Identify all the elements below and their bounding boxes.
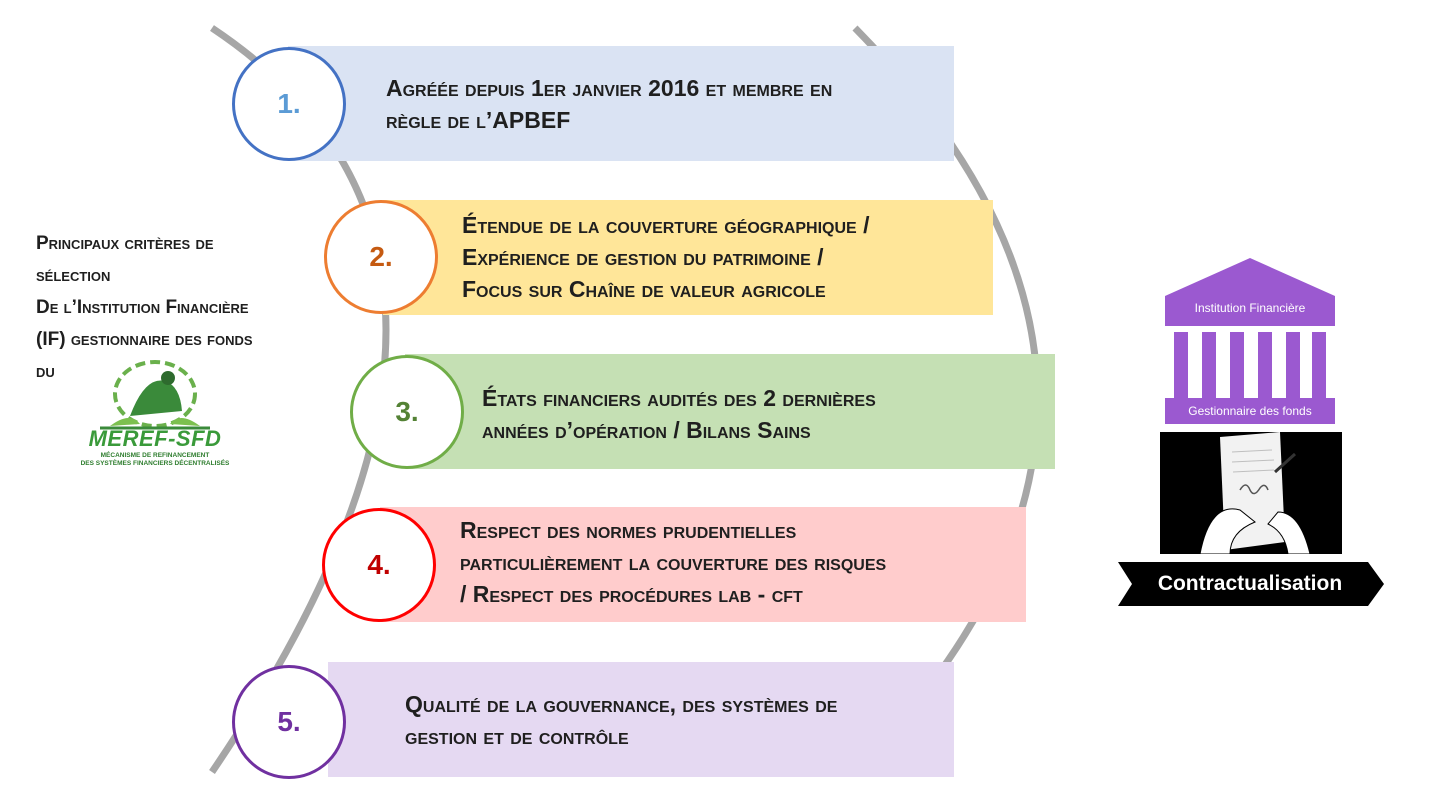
side-title-line5: du — [36, 361, 55, 382]
side-title-line2: sélection — [36, 265, 111, 286]
contract-label: Contractualisation — [1157, 572, 1343, 595]
criterion-number-5: 5. — [232, 665, 346, 779]
criterion-number-3: 3. — [350, 355, 464, 469]
criterion-4-line1: Respect des normes prudentielles — [460, 517, 797, 543]
criterion-2-line2: Expérience de gestion du patrimoine / — [462, 244, 824, 270]
institution-bottom-label: Gestionnaire des fonds — [1188, 404, 1312, 418]
side-title-line1: Principaux critères de — [36, 233, 214, 254]
logo-emblem-icon — [70, 356, 240, 431]
criterion-5-line1: Qualité de la gouvernance, des systèmes de — [405, 691, 838, 717]
criterion-text-3 — [482, 382, 1042, 446]
criterion-text-4 — [460, 514, 1020, 610]
criterion-text-5 — [405, 688, 950, 752]
side-title-line3: De l’Institution Financière — [36, 297, 249, 318]
criterion-number-4: 4. — [322, 508, 436, 622]
logo-subtitle — [70, 452, 240, 468]
criterion-text-2 — [462, 209, 987, 305]
criterion-1-line1: Agréée depuis 1er janvier 2016 et membre en — [386, 75, 833, 101]
criterion-text-1 — [386, 72, 946, 136]
meref-sfd-logo — [70, 356, 240, 476]
bank-building-icon — [1160, 258, 1340, 426]
logo-subtitle-line1: MÉCANISME DE REFINANCEMENT — [100, 452, 210, 459]
criterion-number-1: 1. — [232, 47, 346, 161]
signature-icon — [1160, 432, 1342, 554]
criterion-4-line3: / Respect des procédures lab - cft — [460, 581, 803, 607]
criterion-3-line2: années d’opération / Bilans Sains — [482, 417, 811, 443]
institution-top-label: Institution Financière — [1194, 301, 1306, 315]
side-title-line4: (IF) gestionnaire des fonds — [36, 329, 253, 350]
criterion-1-line2: règle de l’APBEF — [386, 107, 571, 133]
institution-building — [1160, 258, 1340, 426]
contract-signing-image — [1160, 432, 1342, 554]
criterion-3-line1: États financiers audités des 2 dernières — [482, 385, 876, 411]
criterion-number-2: 2. — [324, 200, 438, 314]
logo-subtitle-line2: DES SYSTÈMES FINANCIERS DÉCENTRALISÉS — [80, 460, 230, 467]
criterion-4-line2: particulièrement la couverture des risques — [460, 549, 887, 575]
criterion-5-line2: gestion et de contrôle — [405, 723, 629, 749]
criterion-2-line3: Focus sur Chaîne de valeur agricole — [462, 276, 826, 302]
criterion-2-line1: Étendue de la couverture géographique / — [462, 212, 870, 238]
logo-name: MEREF-SFD — [88, 426, 222, 451]
